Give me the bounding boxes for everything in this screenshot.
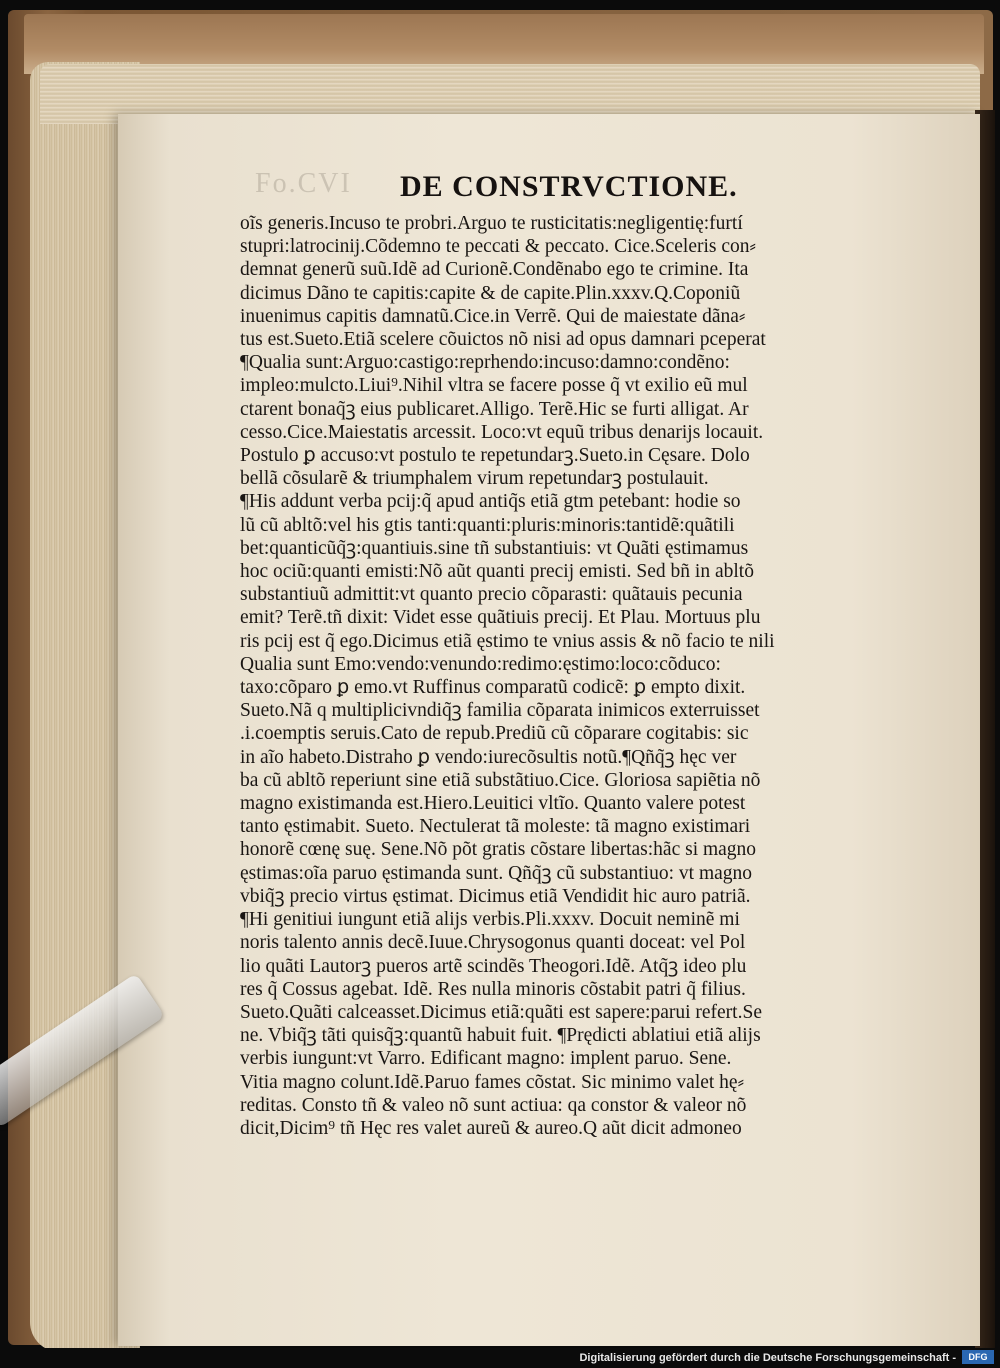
text-line: Postulo ꝑ accuso:vt postulo te repetundarꝫ.Sueto.in Cęsare. Dolo xyxy=(240,445,750,467)
text-line: Sueto.Nã q multiplicivndiq̃ꝫ familia cõparata inimicos exterruisset xyxy=(240,700,760,722)
text-line: honorẽ cœnę suę. Sene.Nõ põt gratis cõstare libertas:hãc si magno xyxy=(240,839,757,861)
text-line: hoc ociũ:quanti emisti:Nõ aũt quanti precij emisti. Sed bñ in abltõ xyxy=(240,561,754,583)
text-line: tanto ęstimabit. Sueto. Nectulerat tã moleste: tã magno existimari xyxy=(240,816,751,838)
text-line: ¶His addunt verba pcij:q̃ apud antiq̃s etiã gtm petebant: hodie so xyxy=(240,491,741,513)
text-line: demnat generũ suũ.Idẽ ad Curionẽ.Condẽnabo ego te crimine. Ita xyxy=(240,259,749,281)
dfg-logo: DFG xyxy=(962,1350,994,1364)
text-line: in aĩo habeto.Distraho ꝑ vendo:iurecõsultis notũ.¶Qñq̃ꝫ hęc ver xyxy=(240,746,737,768)
faint-folio-showthrough: Fo.CVI xyxy=(255,168,352,199)
text-line: Vitia magno colunt.Idẽ.Paruo fames cõstat. Sic minimo valet hę⸗ xyxy=(240,1071,745,1093)
text-line: lio quãti Lautorꝫ pueros artẽ scindẽs Theogori.Idẽ. Atq̃ꝫ ideo plu xyxy=(240,955,747,977)
footer-credit: Digitalisierung gefördert durch die Deutsche Forschungsgemeinschaft - xyxy=(579,1352,956,1364)
text-line: ¶Hi genitiui iungunt etiã alijs verbis.Pli.xxxv. Docuit neminẽ mi xyxy=(240,909,740,931)
text-line: substantiuũ admittit:vt quanto precio cõparasti: quãtauis pecunia xyxy=(240,584,743,606)
text-line: Sueto.Quãti calceasset.Dicimus etiã:quãti est sapere:parui refert.Se xyxy=(240,1001,762,1023)
text-line: tus est.Sueto.Etiã scelere cõuictos nõ nisi ad opus damnari pceperat xyxy=(240,329,766,351)
text-line: taxo:cõparo ꝑ emo.vt Ruffinus comparatũ codicẽ: ꝑ empto dixit. xyxy=(240,677,746,699)
text-line: cesso.Cice.Maiestatis arcessit. Loco:vt equũ tribus denarijs locauit. xyxy=(240,421,764,443)
text-line: verbis iungunt:vt Varro. Edificant magno: implent paruo. Sene. xyxy=(240,1048,732,1070)
text-line: ba cũ abltõ reperiunt sine etiã substãtiuo.Cice. Gloriosa sapiẽtia nõ xyxy=(240,769,761,791)
text-line: ne. Vbiq̃ꝫ tãti quisq̃ꝫ:quantũ habuit fuit. ¶Prędicti ablatiui etiã alijs xyxy=(240,1025,761,1047)
text-line: ęstimas:oĩa paruo ęstimanda sunt. Qñq̃ꝫ cũ substantiuo: vt magno xyxy=(240,862,753,884)
text-line: .i.coemptis seruis.Cato de repub.Prediũ cũ cõparare cogitabis: sic xyxy=(240,723,749,745)
text-line: ctarent bonaq̃ꝫ eius publicaret.Alligo. Terẽ.Hic se furti alligat. Ar xyxy=(240,398,749,420)
text-line: ¶Qualia sunt:Arguo:castigo:reprhendo:incuso:damno:condẽno: xyxy=(240,352,730,374)
running-head: DE CONSTRVCTIONE. xyxy=(400,170,738,203)
text-line: lũ cũ abltõ:vel his gtis tanti:quanti:pluris:minoris:tantidẽ:quãtili xyxy=(240,514,735,536)
text-line: vbiq̃ꝫ precio virtus ęstimat. Dicimus etiã Vendidit hic auro patriã. xyxy=(240,885,751,907)
text-line: magno existimanda est.Hiero.Leuitici vltĩo. Quanto valere potest xyxy=(240,793,746,815)
text-line: dicit,Dicim⁹ tñ Hęc res valet aureũ & aureo.Q aũt dicit admoneo xyxy=(240,1117,742,1139)
text-line: inuenimus capitis damnatũ.Cice.in Verrẽ. Qui de maiestate dãna⸗ xyxy=(240,305,746,327)
text-block xyxy=(240,212,880,1140)
text-line: stupri:latrocinij.Cõdemno te peccati & peccato. Cice.Sceleris con⸗ xyxy=(240,236,757,258)
text-line: bet:quanticũq̃ꝫ:quantiuis.sine tñ substantiuis: vt Quãti ęstimamus xyxy=(240,537,749,559)
text-line: Qualia sunt Emo:vendo:venundo:redimo:ęstimo:loco:cõduco: xyxy=(240,653,721,675)
text-line: impleo:mulcto.Liui⁹.Nihil vltra se facere posse q̃ vt exilio eũ mul xyxy=(240,375,748,397)
text-line: noris talento annis decẽ.Iuue.Chrysogonus quanti doceat: vel Pol xyxy=(240,932,746,954)
text-line: dicimus Dãno te capitis:capite & de capite.Plin.xxxv.Q.Coponiũ xyxy=(240,282,741,304)
text-line: reditas. Consto tñ & valeo nõ sunt actiua: qa constor & valeor nõ xyxy=(240,1094,747,1116)
text-line: ris pcij est q̃ ego.Dicimus etiã ęstimo te vnius assis & nõ facio te nili xyxy=(240,630,775,652)
text-line: bellã cõsularẽ & triumphalem virum repetundarꝫ postulauit. xyxy=(240,468,709,490)
text-line: res q̃ Cossus agebat. Idẽ. Res nulla minoris cõstabit patri q̃ filius. xyxy=(240,978,746,1000)
text-line: emit? Terẽ.tñ dixit: Videt esse quãtiuis precij. Et Plau. Mortuus plu xyxy=(240,607,761,629)
text-line: oĩs generis.Incuso te probri.Arguo te rusticitatis:negligentię:furtí xyxy=(240,213,743,234)
